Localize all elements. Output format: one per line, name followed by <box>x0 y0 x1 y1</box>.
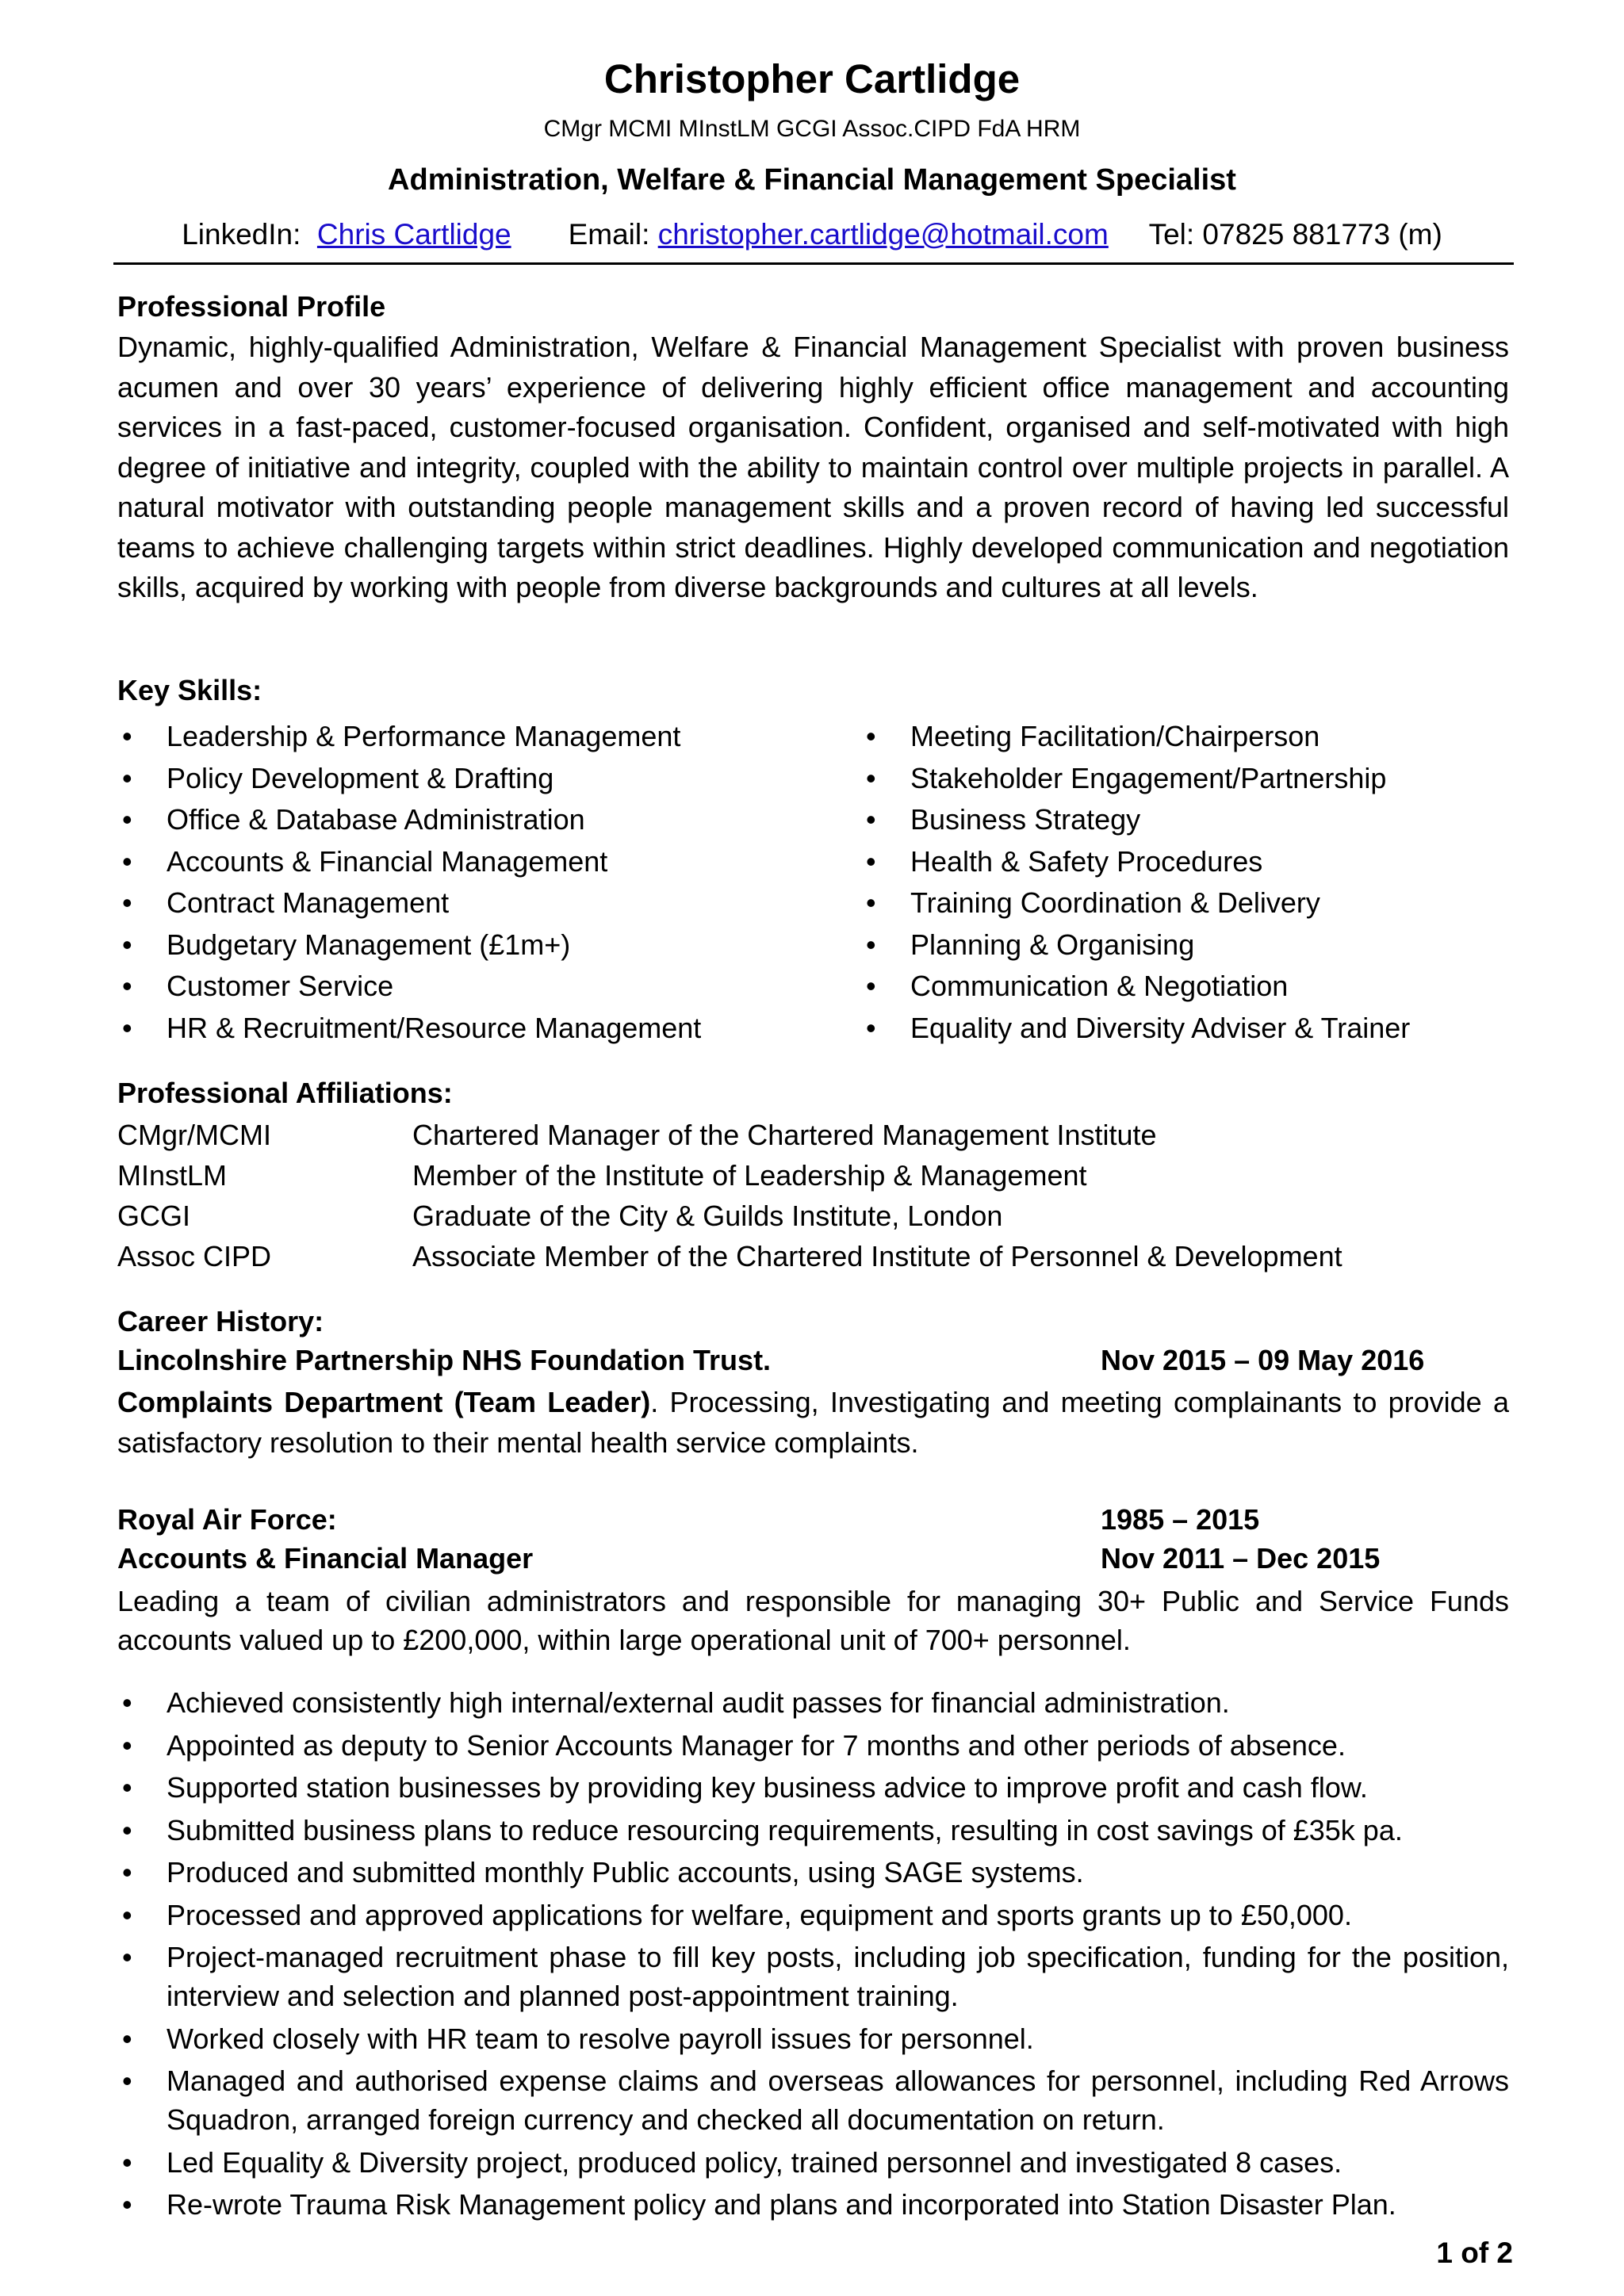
nhs-employer-row <box>117 1342 1513 1379</box>
achievement-item: • Led Equality & Diversity project, produced policy, trained personnel and investigated 8 cases. <box>117 2143 1509 2182</box>
nhs-dates: Nov 2015 – 09 May 2016 <box>1101 1344 1425 1376</box>
achievement-item: • Supported station businesses by providing key business advice to improve profit and cash flow. <box>117 1768 1509 1807</box>
email-link[interactable]: christopher.cartlidge@hotmail.com <box>657 218 1109 251</box>
skill-item: • Meeting Facilitation/Chairperson <box>861 716 1410 758</box>
skill-item: • Equality and Diversity Adviser & Trainer <box>861 1008 1410 1050</box>
tagline: Administration, Welfare & Financial Management Specialist <box>388 163 1236 197</box>
achievement-item: • Re-wrote Trauma Risk Management policy and plans and incorporated into Station Disaster Plan. <box>117 2185 1509 2224</box>
affiliations-heading: Professional Affiliations: <box>117 1077 453 1109</box>
skill-item: • Business Strategy <box>861 799 1410 841</box>
achievement-item: • Appointed as deputy to Senior Accounts Manager for 7 months and other periods of absence. <box>117 1726 1509 1765</box>
affiliation-abbr: GCGI <box>117 1200 191 1232</box>
raf-role: Accounts & Financial Manager <box>117 1542 534 1575</box>
achievement-item: • Project-managed recruitment phase to fill key posts, including job specification, funding for the position, interview and selection and planned post-appointment training. <box>117 1938 1509 2015</box>
affiliation-full: Chartered Manager of the Chartered Management Institute <box>412 1119 1157 1151</box>
skill-item: • Health & Safety Procedures <box>861 841 1410 883</box>
skill-item: • Budgetary Management (£1m+) <box>117 924 701 966</box>
telephone: Tel: 07825 881773 (m) <box>1148 218 1442 251</box>
skill-item: • Leadership & Performance Management <box>117 716 701 758</box>
achievement-item: • Processed and approved applications for welfare, equipment and sports grants up to £50,000. <box>117 1896 1509 1934</box>
affiliation-abbr: CMgr/MCMI <box>117 1119 271 1151</box>
nhs-role: Complaints Department (Team Leader) <box>117 1386 651 1418</box>
page-number: 1 of 2 <box>1436 2237 1513 2269</box>
affiliation-full: Associate Member of the Chartered Institute of Personnel & Development <box>412 1240 1342 1272</box>
nhs-description-text: . Processing, Investigating and meeting complainants to provide a satisfactory resolution to their mental health service complaints. <box>117 1386 1509 1459</box>
email-label: Email: <box>568 218 650 251</box>
affiliation-abbr: MInstLM <box>117 1159 228 1192</box>
raf-role-row <box>117 1540 1513 1577</box>
skills-column-right <box>861 716 1410 1049</box>
profile-heading: Professional Profile <box>117 290 386 323</box>
nhs-employer: Lincolnshire Partnership NHS Foundation Trust. <box>117 1344 772 1376</box>
skill-item: • Accounts & Financial Management <box>117 841 701 883</box>
raf-dates: 1985 – 2015 <box>1101 1503 1260 1536</box>
career-heading: Career History: <box>117 1305 324 1337</box>
linkedin-label: LinkedIn: <box>182 218 301 251</box>
skill-item: • Stakeholder Engagement/Partnership <box>861 758 1410 800</box>
skills-heading: Key Skills: <box>117 674 262 706</box>
skill-item: • Planning & Organising <box>861 924 1410 966</box>
skill-item: • HR & Recruitment/Resource Management <box>117 1008 701 1050</box>
qualifications-line: CMgr MCMI MInstLM GCGI Assoc.CIPD FdA HRM <box>543 116 1081 142</box>
candidate-name: Christopher Cartlidge <box>603 56 1021 101</box>
skill-item: • Policy Development & Drafting <box>117 758 701 800</box>
skill-item: • Communication & Negotiation <box>861 966 1410 1008</box>
affiliation-full: Graduate of the City & Guilds Institute, London <box>412 1200 1003 1232</box>
profile-text: Dynamic, highly-qualified Administration, Welfare & Financial Management Specialist with proven business acumen and over 30 years’ experience of delivering highly efficient office management and accounting services in a fast-paced, customer-focused organisation. Confident, organised and self-motivated with high degree of initiative and integrity, coupled with the ability to maintain control over multiple projects in parallel. A natural motivator with outstanding people management skills and a proven record of having led successful teams to achieve challenging targets within strict deadlines. Highly developed communication and negotiation skills, acquired by working with people from diverse backgrounds and cultures at all levels. <box>117 331 1509 603</box>
achievement-item: • Produced and submitted monthly Public accounts, using SAGE systems. <box>117 1853 1509 1892</box>
nhs-description <box>117 1383 1509 1463</box>
header-divider <box>113 262 1514 265</box>
affiliation-full: Member of the Institute of Leadership & Management <box>412 1159 1087 1192</box>
raf-employer-row <box>117 1502 1513 1538</box>
achievement-item: • Worked closely with HR team to resolve payroll issues for personnel. <box>117 2019 1509 2058</box>
achievement-item: • Achieved consistently high internal/external audit passes for financial administration. <box>117 1683 1509 1722</box>
skill-item: • Customer Service <box>117 966 701 1008</box>
raf-role-dates: Nov 2011 – Dec 2015 <box>1101 1542 1381 1575</box>
skill-item: • Training Coordination & Delivery <box>861 882 1410 924</box>
achievement-item: • Submitted business plans to reduce resourcing requirements, resulting in cost savings of £35k pa. <box>117 1811 1509 1850</box>
raf-achievements <box>117 1683 1509 2228</box>
linkedin-link[interactable]: Chris Cartlidge <box>316 218 511 251</box>
raf-employer: Royal Air Force: <box>117 1503 337 1536</box>
skill-item: • Office & Database Administration <box>117 799 701 841</box>
skills-column-left <box>117 716 701 1049</box>
raf-summary: Leading a team of civilian administrators and responsible for managing 30+ Public and Service Funds accounts valued up to £200,000, within large operational unit of 700+ personnel. <box>117 1585 1509 1656</box>
skill-item: • Contract Management <box>117 882 701 924</box>
contact-line <box>0 216 1624 253</box>
affiliation-abbr: Assoc CIPD <box>117 1240 272 1272</box>
achievement-item: • Managed and authorised expense claims and overseas allowances for personnel, including Red Arrows Squadron, arranged foreign currency and checked all documentation on return. <box>117 2061 1509 2139</box>
